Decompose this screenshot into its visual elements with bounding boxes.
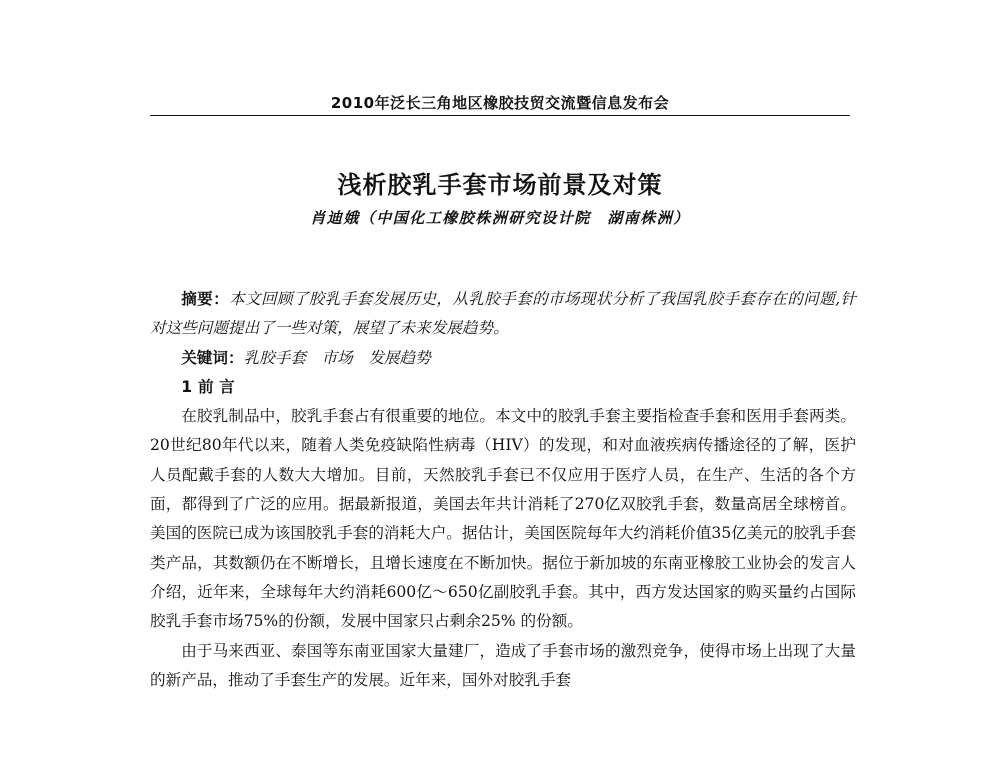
running-header: 2010年泛长三角地区橡胶技贸交流暨信息发布会 <box>330 94 670 112</box>
body-paragraph: 由于马来西亚、泰国等东南亚国家大量建厂，造成了手套市场的激烈竞争，使得市场上出现了大量的新产品，推动了手套生产的发展。近年来，国外对胶乳手套 <box>150 641 856 689</box>
body-paragraph: 在胶乳制品中，胶乳手套占有很重要的地位。本文中的胶乳手套主要指检查手套和医用手套两类。20世纪80年代以来，随着人类免疫缺陷性病毒（HIV）的发现，和对血液疾病传播途径的了解，医护人员配戴手套的人数大大增加。目前，天然胶乳手套已不仅应用于医疗人员，在生产、生活的各个方面，都得到了广泛的应用。据最新报道，美国去年共计消耗了270亿双胶乳手套，数量高居全球榜首。美国的医院已成为该国胶乳手套的消耗大户。据估计，美国医院每年大约消耗价值35亿美元的胶乳手套类产品，其数额仍在不断增长，且增长速度在不断加快。据位于新加坡的东南亚橡胶工业协会的发言人介绍，近年来，全球每年大约消耗600亿～650亿副胶乳手套。其中，西方发达国家的购买量约占国际胶乳手套市场75%的份额，发展中国家只占剩余25% 的份额。 <box>150 407 856 631</box>
author-affiliation: 肖迪娥（中国化工橡胶株洲研究设计院 湖南株洲） <box>310 209 690 227</box>
paper-title: 浅析胶乳手套市场前景及对策 <box>337 171 663 199</box>
paper-body <box>150 285 856 695</box>
abstract-text: 本文回顾了胶乳手套发展历史，从乳胶手套的市场现状分析了我国乳胶手套存在的问题,针对这些问题提出了一些对策，展望了未来发展趋势。 <box>150 290 856 338</box>
keywords-label: 关键词： <box>181 348 244 367</box>
section-number: 1 <box>181 377 193 396</box>
abstract-label: 摘要： <box>181 290 230 308</box>
section-title: 前 言 <box>198 377 235 396</box>
keywords-text: 乳胶手套 市场 发展趋势 <box>243 348 431 367</box>
section-heading <box>150 373 856 402</box>
abstract <box>150 285 856 344</box>
keywords <box>150 344 856 373</box>
header-rule <box>150 115 850 116</box>
